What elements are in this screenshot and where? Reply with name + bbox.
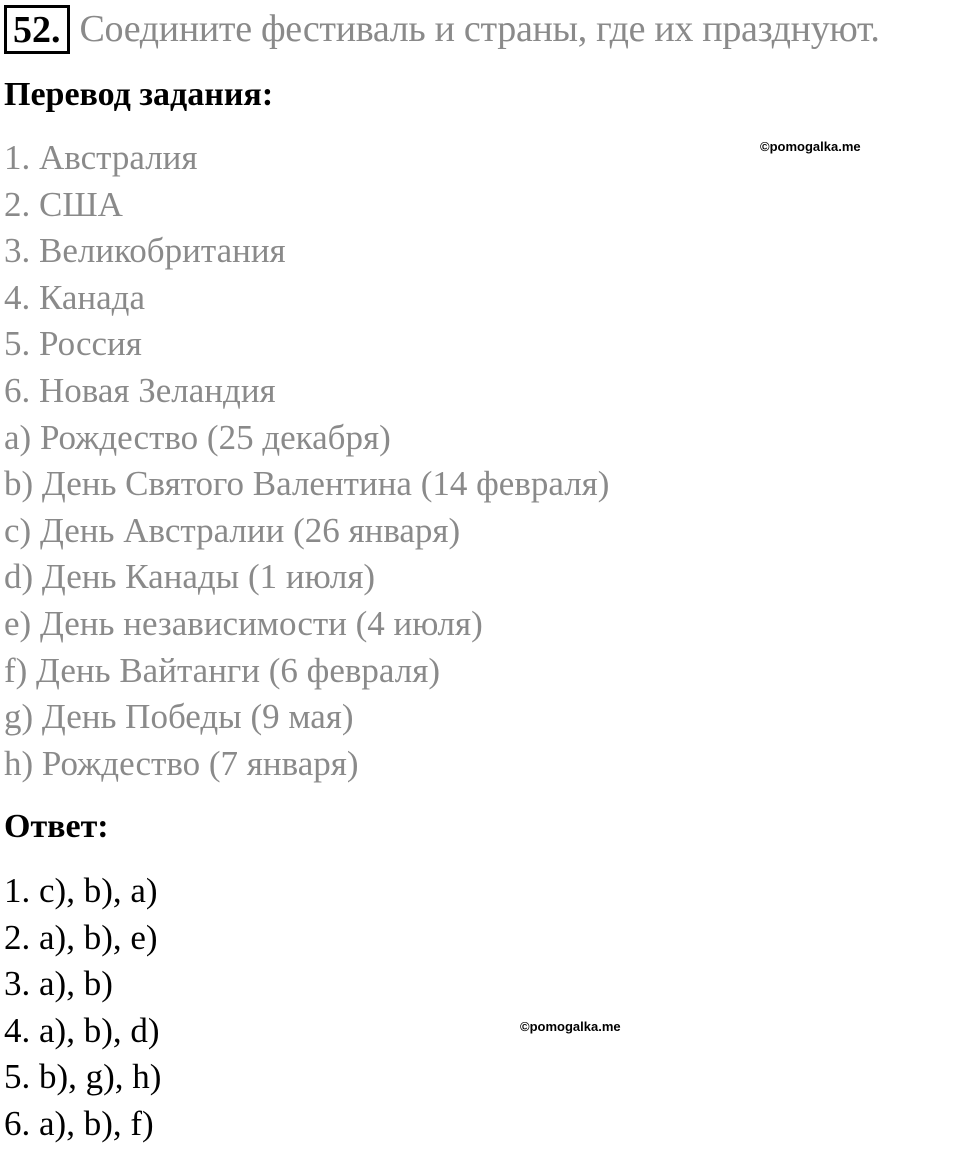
list-item: 2. США — [4, 184, 123, 224]
task-header — [4, 4, 880, 54]
list-item: 3. Великобритания — [4, 231, 286, 271]
list-item: e) День независимости (4 июля) — [4, 603, 483, 643]
list-item: d) День Канады (1 июля) — [4, 557, 376, 597]
answer-item: 5. b), g), h) — [4, 1057, 162, 1097]
watermark-top: ©pomogalka.me — [760, 139, 861, 154]
list-item: b) День Святого Валентина (14 февраля) — [4, 464, 610, 504]
list-item: 4. Канада — [4, 277, 146, 317]
list-item: h) Рождество (7 января) — [4, 743, 359, 783]
answer-title: Ответ: — [4, 808, 109, 845]
list-item: g) День Победы (9 мая) — [4, 697, 354, 737]
list-item: c) День Австралии (26 января) — [4, 510, 461, 550]
watermark-bottom: ©pomogalka.me — [520, 1019, 621, 1034]
answer-item: 2. a), b), e) — [4, 917, 158, 957]
translation-title: Перевод задания: — [4, 76, 274, 113]
list-item: a) Рождество (25 декабря) — [4, 417, 391, 457]
answer-item: 1. c), b), a) — [4, 871, 158, 910]
answer-item: 6. a), b), f) — [4, 1103, 154, 1143]
list-item: 5. Россия — [4, 324, 142, 364]
answer-list — [4, 868, 161, 1148]
task-number: 52. — [4, 5, 70, 54]
list-item: 1. Австралия — [4, 138, 198, 177]
list-item: f) День Вайтанги (6 февраля) — [4, 650, 440, 690]
answer-item: 4. a), b), d) — [4, 1010, 160, 1050]
task-text: Соедините фестиваль и страны, где их празднуют. — [79, 8, 880, 50]
translation-list — [4, 135, 609, 787]
answer-item: 3. a), b) — [4, 964, 113, 1004]
list-item: 6. Новая Зеландия — [4, 370, 276, 410]
